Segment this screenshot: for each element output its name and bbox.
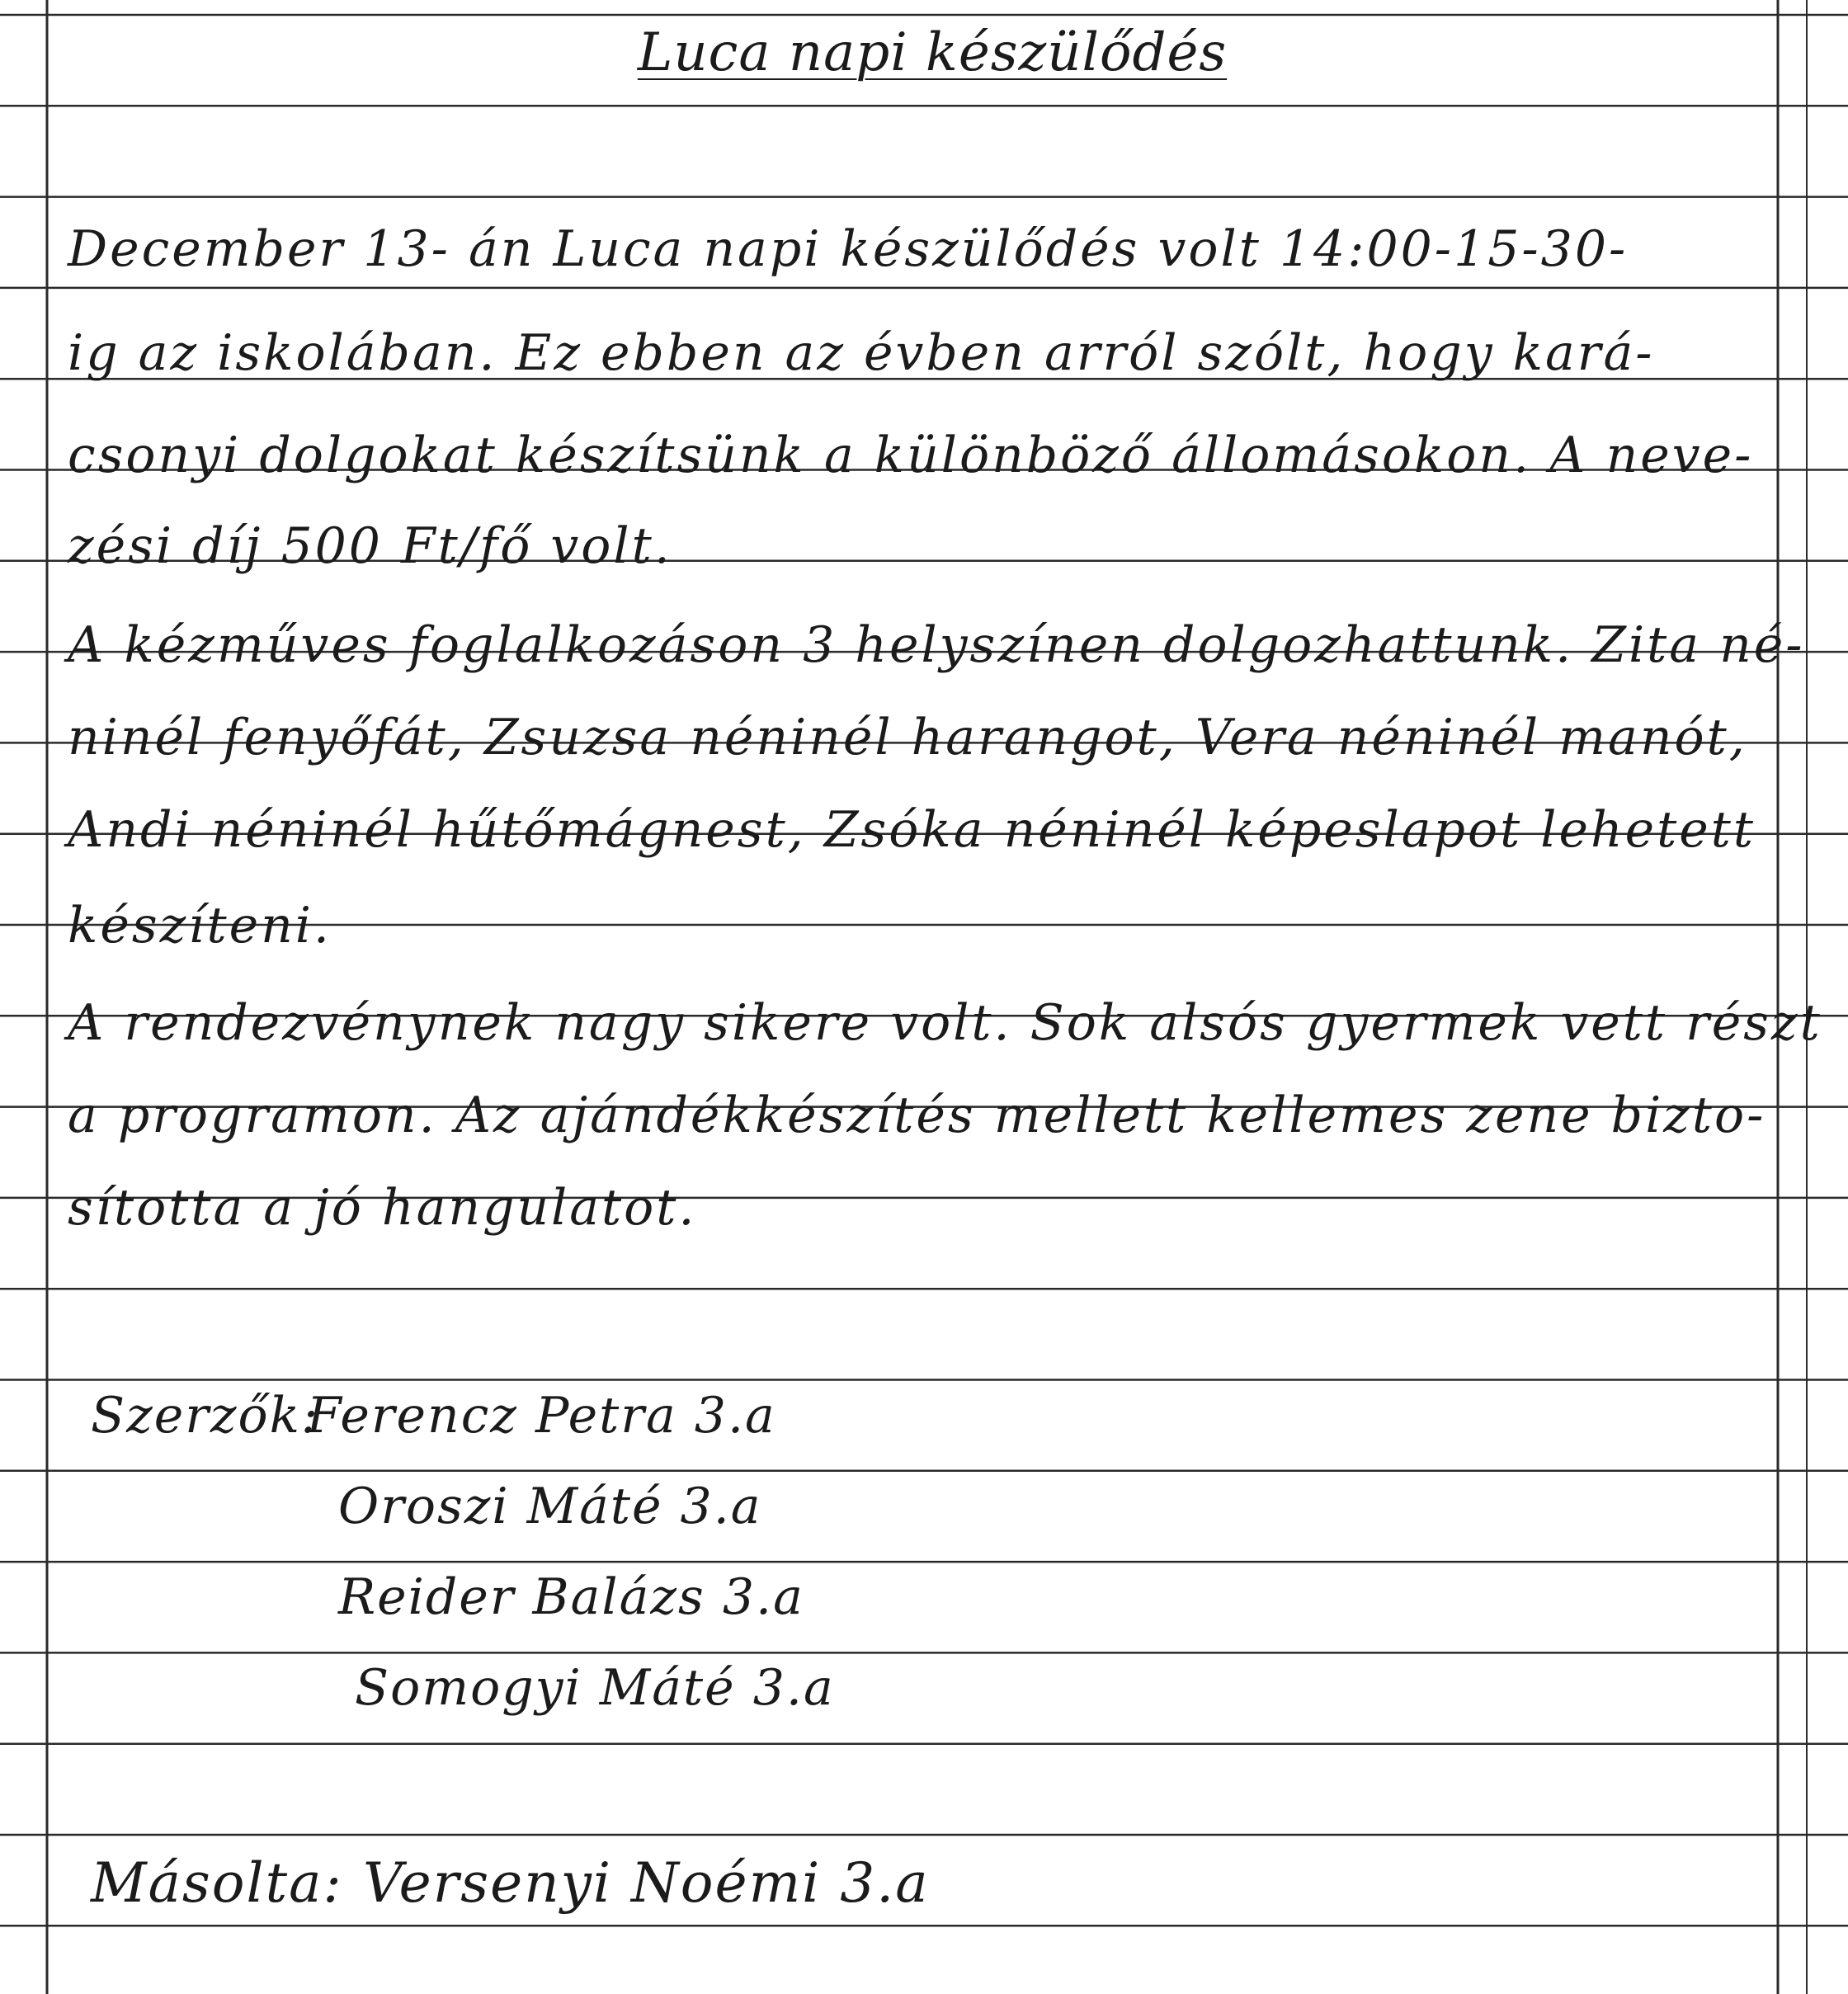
page-title: Luca napi készülődés [637,22,1228,83]
paragraph-2-line-4: készíteni. [68,897,332,955]
paragraph-3-line-3: sította a jó hangulatot. [68,1179,697,1237]
paragraph-3-line-2: a programon. Az ajándékkészítés mellett kellemes zene bizto- [68,1087,1766,1144]
paragraph-2-line-2: ninél fenyőfát, Zsuzsa néninél harangot, Vera néninél manót, [68,709,1747,766]
paragraph-3-line-1: A rendezvénynek nagy sikere volt. Sok alsós gyermek vett részt [68,994,1822,1052]
paragraph-1-line-1: December 13- án Luca napi készülődés volt 14:00-15-30- [68,220,1629,278]
copied-by-label: Másolta: [91,1851,343,1915]
author-3: Reider Balázs 3.a [338,1568,804,1626]
authors-label: Szerzők: [91,1387,320,1445]
author-2: Oroszi Máté 3.a [338,1478,762,1535]
paragraph-1-line-2: ig az iskolában. Ez ebben az évben arról szólt, hogy kará- [68,324,1655,382]
paragraph-2-line-1: A kézműves foglalkozáson 3 helyszínen dolgozhattunk. Zita né- [68,616,1805,674]
paragraph-1-line-4: zési díj 500 Ft/fő volt. [68,517,672,575]
paragraph-1-line-3: csonyi dolgokat készítsünk a különböző állomásokon. A neve- [68,427,1754,484]
copied-by-name: Versenyi Noémi 3.a [363,1851,930,1915]
author-1: Ferencz Petra 3.a [307,1387,776,1445]
paragraph-2-line-3: Andi néninél hűtőmágnest, Zsóka néninél képeslapot lehetett [68,801,1756,859]
author-4: Somogyi Máté 3.a [355,1659,835,1717]
